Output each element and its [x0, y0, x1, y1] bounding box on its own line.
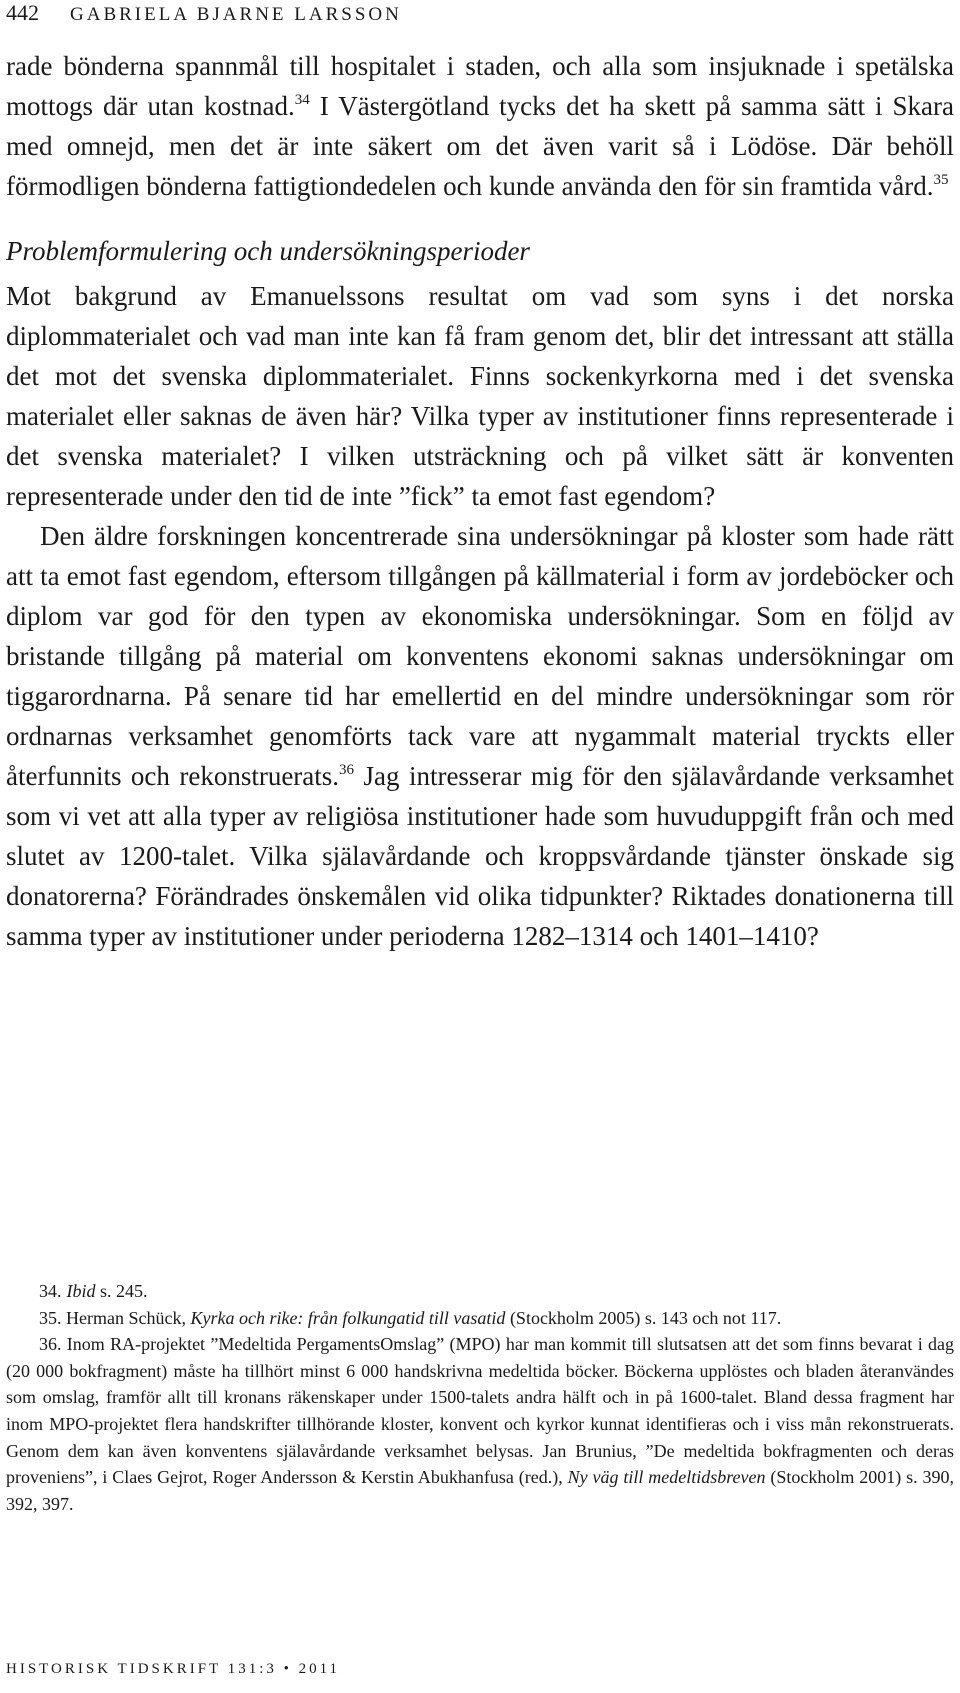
second-paragraph [6, 516, 954, 956]
running-header [6, 0, 940, 30]
intro-text-part1: rade bönderna spannmål till hospitalet i staden, och alla som insjuknade i spetälska mottogs där utan kostnad. [6, 51, 954, 121]
intro-paragraph [6, 46, 954, 206]
footnote-number: 35. [39, 1307, 62, 1328]
intro-text-part2: I Västergötland tycks det ha skett på samma sätt i Skara med omnejd, men det är inte säkert om det även varit så i Lödöse. Där behöll förmodligen bönderna fattigtiondedelen och kunde använda den för sin framtida vård. [6, 91, 954, 201]
second-text-part2: Jag intresserar mig för den själavårdande verksamhet som vi vet att alla typer av religiösa institutioner hade som huvuduppgift från och med slutet av 1200-talet. Vilka själavårdande och kroppsvårdande tjänster önskade sig donatorerna? Förändrades önskemålen vid olika tidpunkter? Riktades donationerna till samma typer av institutioner under perioderna 1282–1314 och 1401–1410? [6, 761, 954, 951]
footnote-text: (Stockholm 2005) s. 143 och not 117. [505, 1307, 782, 1328]
footnote-title: Kyrka och rike: från folkungatid till vasatid [190, 1307, 506, 1328]
footnote-text: Inom RA-projektet ”Medeltida PergamentsOmslag” (MPO) har man kommit till slutsatsen att det som finns bevarat i dag (20 000 bokfragment) måste ha tillhört minst 6 000 handskrivna medeltida böcker. Böckerna upplöstes och bladen återanvändes som omslag, framför allt till kronans räkenskaper under 1500-talets andra hälft och in på 1600-talet. Bland dessa fragment har inom MPO-projektet flera handskrifter tillhörande kloster, konvent och kyrkor kunnat identifieras och i viss mån rekonstruerats. Genom dem kan även konventens själavårdande verksamhet belysas. Jan Brunius, ”De medeltida bokfragmenten och deras proveniens”, i Claes Gejrot, Roger Andersson & Kerstin Abukhanfusa (red.), [6, 1334, 954, 1488]
footnote-36 [6, 1331, 954, 1517]
footnote-ref-34[interactable]: 34 [294, 92, 310, 108]
main-text [6, 46, 954, 956]
footnotes [6, 1278, 954, 1517]
footnote-ref-35[interactable]: 35 [933, 172, 949, 188]
running-head-author: GABRIELA BJARNE LARSSON [70, 4, 402, 25]
footnote-title: Ny väg till medeltidsbreven [567, 1467, 766, 1488]
footnote-ref-36[interactable]: 36 [339, 762, 355, 778]
page-number: 442 [6, 0, 39, 25]
footnote-text: Herman Schück, [61, 1307, 191, 1328]
footnote-number: 36. [39, 1334, 62, 1355]
footnote-text: (Stockholm 2001) s. 390, 392, 397. [6, 1467, 955, 1514]
footnote-number: 34. [39, 1281, 62, 1301]
running-footer: HISTORISK TIDSKRIFT 131:3 • 2011 [6, 1661, 341, 1677]
footnote-34 [6, 1278, 954, 1305]
footnote-text: s. 245. [95, 1281, 148, 1301]
second-text-part1: Den äldre forskningen koncentrerade sina undersökningar på kloster som hade rätt att ta emot fast egendom, eftersom tillgången på källmaterial i form av jordeböcker och diplom var god för den typen av ekonomiska undersökningar. Som en följd av bristande tillgång på material om konventens ekonomi saknas undersökningar om tiggarordnarna. På senare tid har emellertid en del mindre undersökningar som rör ordnarnas verksamhet genomförts tack vare att nygammalt material tryckts eller återfunnits och rekonstruerats. [6, 521, 954, 791]
section-heading: Problemformulering och undersökningsperioder [6, 236, 530, 266]
section-paragraph: Mot bakgrund av Emanuelssons resultat om vad som syns i det norska diplommaterialet och vad man inte kan få fram genom det, blir det intressant att ställa det mot det svenska diplommaterialet. Finns sockenkyrkorna med i det svenska materialet eller saknas de även här? Vilka typer av institutioner finns representerade i det svenska materialet? I vilken utsträckning och på vilket sätt är konventen representerade under den tid de inte ”fick” ta emot fast egendom? [6, 281, 954, 511]
footnote-35 [6, 1305, 954, 1332]
footnote-title: Ibid [66, 1281, 96, 1301]
